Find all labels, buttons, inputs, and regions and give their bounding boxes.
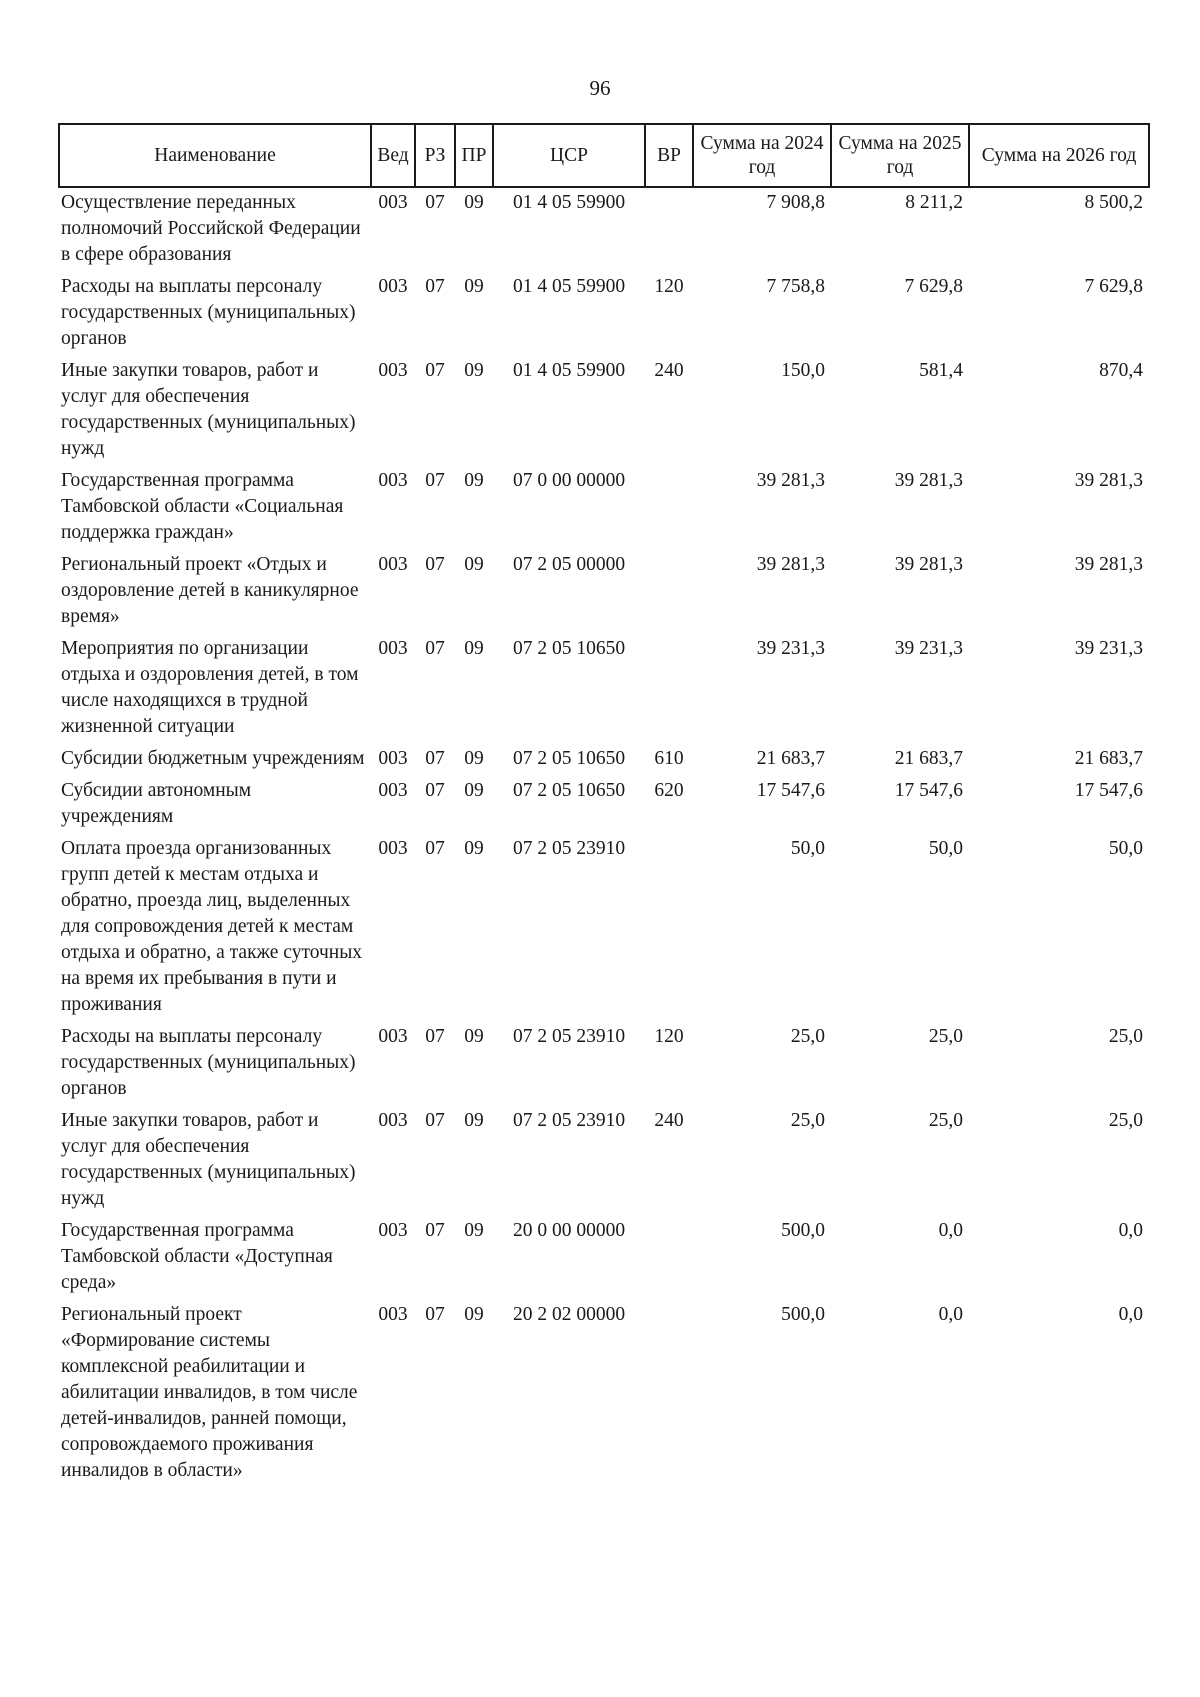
cell-csr: 01 4 05 59900 [512, 276, 626, 297]
header-name: Наименование [59, 124, 371, 187]
cell-rz: 07 [425, 638, 445, 659]
cell-csr: 07 2 05 23910 [512, 838, 626, 859]
cell-sum-2024: 39 281,3 [756, 554, 825, 575]
budget-table [58, 123, 1150, 1488]
cell-pr: 09 [464, 1026, 484, 1047]
cell-sum-2025: 8 211,2 [905, 192, 963, 213]
header-sum-2024: Сумма на 2024 год [693, 124, 831, 187]
cell-pr: 09 [464, 1110, 484, 1131]
cell-vr [645, 1216, 693, 1300]
cell-sum-2026: 39 281,3 [1074, 470, 1143, 491]
cell-vr: 240 [654, 1110, 684, 1131]
cell-sum-2024: 7 758,8 [766, 276, 825, 297]
cell-sum-2026: 17 547,6 [1074, 780, 1143, 801]
cell-rz: 07 [425, 748, 445, 769]
page-number: 96 [589, 76, 611, 100]
table-row [59, 466, 1149, 550]
cell-ved: 003 [378, 554, 408, 575]
cell-sum-2024: 21 683,7 [756, 748, 825, 769]
cell-vr: 610 [654, 748, 684, 769]
header-vr: ВР [645, 124, 693, 187]
cell-sum-2024: 150,0 [781, 360, 825, 381]
table-row [59, 776, 1149, 834]
cell-rz: 07 [425, 192, 445, 213]
cell-name: Иные закупки товаров, работ и услуг для обеспечения государственных (муниципальных) нужд [61, 360, 356, 459]
cell-vr: 620 [654, 780, 684, 801]
cell-ved: 003 [378, 192, 408, 213]
table-row [59, 1300, 1149, 1488]
cell-sum-2025: 39 281,3 [894, 554, 963, 575]
cell-csr: 07 2 05 10650 [512, 748, 626, 769]
cell-vr [645, 550, 693, 634]
cell-sum-2024: 39 281,3 [756, 470, 825, 491]
cell-vr: 120 [654, 1026, 684, 1047]
cell-ved: 003 [378, 780, 408, 801]
cell-sum-2025: 7 629,8 [904, 276, 963, 297]
cell-csr: 20 2 02 00000 [512, 1304, 626, 1325]
table-row [59, 356, 1149, 466]
cell-vr [645, 834, 693, 1022]
table-row [59, 550, 1149, 634]
cell-sum-2025: 50,0 [928, 838, 963, 859]
header-pr: ПР [455, 124, 493, 187]
cell-sum-2024: 50,0 [790, 838, 825, 859]
cell-rz: 07 [425, 470, 445, 491]
cell-name: Региональный проект «Формирование системы комплексной реабилитации и абилитации инвалидов, в том числе детей-инвалидов, ранней помощи, сопровождаемого проживания инвалидов в области» [61, 1304, 358, 1481]
cell-ved: 003 [378, 1220, 408, 1241]
cell-sum-2025: 0,0 [938, 1304, 963, 1325]
cell-sum-2025: 25,0 [928, 1110, 963, 1131]
table-header-row [59, 124, 1149, 187]
cell-csr: 07 2 05 10650 [512, 638, 626, 659]
cell-sum-2024: 17 547,6 [756, 780, 825, 801]
cell-rz: 07 [425, 1026, 445, 1047]
cell-rz: 07 [425, 276, 445, 297]
cell-csr: 01 4 05 59900 [512, 192, 626, 213]
cell-pr: 09 [464, 276, 484, 297]
cell-sum-2025: 39 281,3 [894, 470, 963, 491]
cell-rz: 07 [425, 780, 445, 801]
cell-pr: 09 [464, 748, 484, 769]
cell-ved: 003 [378, 838, 408, 859]
table-row [59, 187, 1149, 272]
cell-csr: 07 2 05 23910 [512, 1110, 626, 1131]
cell-sum-2024: 25,0 [790, 1110, 825, 1131]
cell-rz: 07 [425, 554, 445, 575]
header-sum-2025: Сумма на 2025 год [831, 124, 969, 187]
cell-rz: 07 [425, 1304, 445, 1325]
cell-pr: 09 [464, 838, 484, 859]
cell-sum-2025: 25,0 [928, 1026, 963, 1047]
cell-sum-2024: 7 908,8 [766, 192, 825, 213]
cell-rz: 07 [425, 360, 445, 381]
cell-sum-2025: 39 231,3 [894, 638, 963, 659]
cell-sum-2024: 39 231,3 [756, 638, 825, 659]
cell-sum-2026: 25,0 [1108, 1026, 1143, 1047]
cell-pr: 09 [464, 780, 484, 801]
cell-sum-2026: 25,0 [1108, 1110, 1143, 1131]
cell-pr: 09 [464, 1304, 484, 1325]
table-row [59, 1216, 1149, 1300]
cell-sum-2026: 21 683,7 [1074, 748, 1143, 769]
cell-ved: 003 [378, 276, 408, 297]
cell-name: Осуществление переданных полномочий Российской Федерации в сфере образования [61, 192, 361, 265]
cell-sum-2026: 7 629,8 [1084, 276, 1143, 297]
cell-ved: 003 [378, 360, 408, 381]
header-csr: ЦСР [493, 124, 645, 187]
cell-sum-2025: 581,4 [919, 360, 963, 381]
cell-vr [645, 634, 693, 744]
cell-name: Государственная программа Тамбовской области «Доступная среда» [61, 1220, 333, 1293]
cell-sum-2024: 25,0 [790, 1026, 825, 1047]
table-row [59, 744, 1149, 776]
cell-ved: 003 [378, 470, 408, 491]
cell-sum-2026: 39 231,3 [1074, 638, 1143, 659]
cell-csr: 20 0 00 00000 [512, 1220, 626, 1241]
cell-name: Субсидии бюджетным учреждениям [61, 748, 365, 769]
cell-name: Субсидии автономным учреждениям [61, 780, 252, 827]
table-body [59, 187, 1149, 1488]
cell-pr: 09 [464, 1220, 484, 1241]
cell-csr: 07 0 00 00000 [512, 470, 626, 491]
cell-vr: 240 [654, 360, 684, 381]
cell-vr [645, 187, 693, 272]
cell-ved: 003 [378, 1026, 408, 1047]
cell-ved: 003 [378, 1110, 408, 1131]
cell-csr: 07 2 05 00000 [512, 554, 626, 575]
table-row [59, 834, 1149, 1022]
cell-name: Расходы на выплаты персоналу государственных (муниципальных) органов [61, 276, 356, 349]
cell-name: Региональный проект «Отдых и оздоровление детей в каникулярное время» [61, 554, 359, 627]
cell-csr: 01 4 05 59900 [512, 360, 626, 381]
cell-name: Расходы на выплаты персоналу государственных (муниципальных) органов [61, 1026, 356, 1099]
cell-sum-2025: 17 547,6 [894, 780, 963, 801]
header-rz: РЗ [415, 124, 455, 187]
cell-pr: 09 [464, 470, 484, 491]
cell-pr: 09 [464, 360, 484, 381]
cell-ved: 003 [378, 1304, 408, 1325]
cell-sum-2026: 50,0 [1108, 838, 1143, 859]
cell-sum-2026: 39 281,3 [1074, 554, 1143, 575]
cell-sum-2026: 870,4 [1099, 360, 1143, 381]
cell-sum-2026: 0,0 [1118, 1220, 1143, 1241]
cell-vr [645, 1300, 693, 1488]
cell-ved: 003 [378, 748, 408, 769]
cell-sum-2025: 0,0 [938, 1220, 963, 1241]
table-row [59, 1106, 1149, 1216]
table-row [59, 272, 1149, 356]
cell-csr: 07 2 05 10650 [512, 780, 626, 801]
header-ved: Вед [371, 124, 415, 187]
cell-pr: 09 [464, 192, 484, 213]
cell-rz: 07 [425, 1220, 445, 1241]
cell-sum-2024: 500,0 [781, 1220, 825, 1241]
cell-name: Государственная программа Тамбовской области «Социальная поддержка граждан» [61, 470, 344, 543]
cell-sum-2026: 8 500,2 [1084, 192, 1143, 213]
cell-rz: 07 [425, 1110, 445, 1131]
cell-vr [645, 466, 693, 550]
header-sum-2026: Сумма на 2026 год [969, 124, 1149, 187]
cell-sum-2025: 21 683,7 [894, 748, 963, 769]
cell-name: Иные закупки товаров, работ и услуг для обеспечения государственных (муниципальных) нужд [61, 1110, 356, 1209]
cell-pr: 09 [464, 638, 484, 659]
cell-csr: 07 2 05 23910 [512, 1026, 626, 1047]
table-row [59, 634, 1149, 744]
cell-name: Мероприятия по организации отдыха и оздоровления детей, в том числе находящихся в трудной жизненной ситуации [61, 638, 359, 737]
cell-sum-2026: 0,0 [1118, 1304, 1143, 1325]
table-row [59, 1022, 1149, 1106]
cell-rz: 07 [425, 838, 445, 859]
cell-sum-2024: 500,0 [781, 1304, 825, 1325]
cell-name: Оплата проезда организованных групп детей к местам отдыха и обратно, проезда лиц, выделенных для сопровождения детей к местам отдыха и обратно, а также суточных на время их пребывания в пути и проживания [61, 838, 363, 1015]
cell-vr: 120 [654, 276, 684, 297]
cell-ved: 003 [378, 638, 408, 659]
cell-pr: 09 [464, 554, 484, 575]
